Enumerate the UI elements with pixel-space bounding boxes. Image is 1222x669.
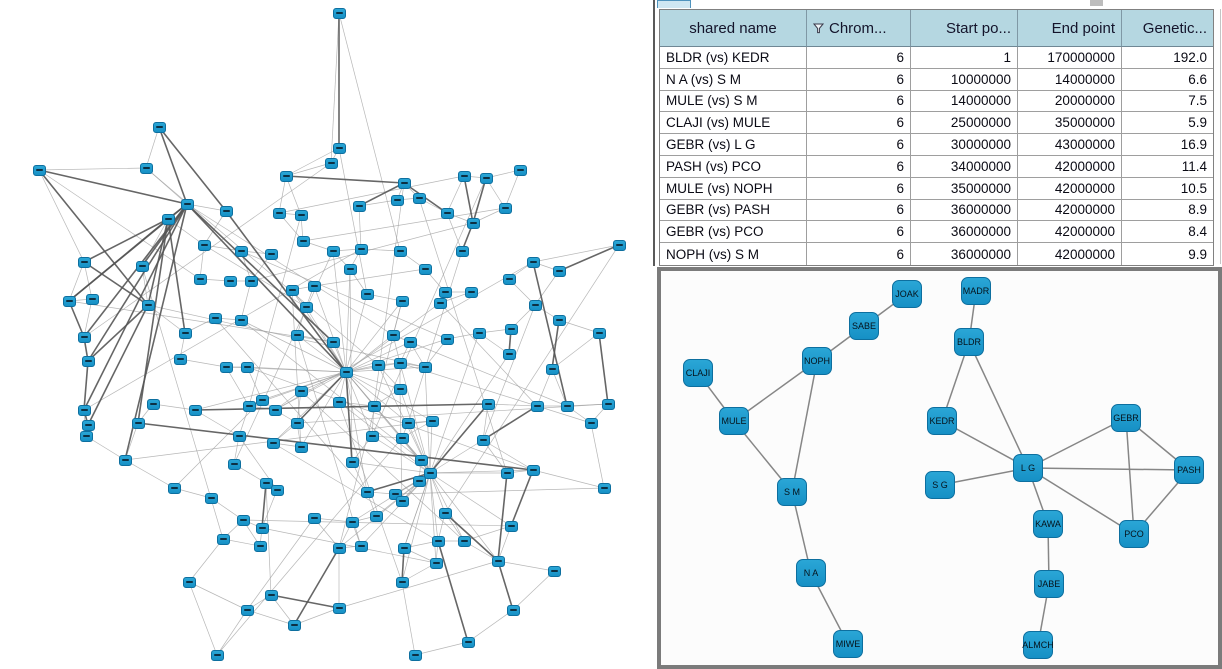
node-label: N A	[803, 568, 819, 578]
subnetwork-node-n-a[interactable]	[796, 559, 826, 587]
network-node[interactable]	[80, 431, 93, 442]
network-node[interactable]	[224, 276, 237, 287]
network-node[interactable]	[372, 360, 385, 371]
network-node[interactable]	[396, 296, 409, 307]
network-node[interactable]	[220, 206, 233, 217]
node-label: ALMCH	[1022, 640, 1054, 650]
table-cell: 14000000	[1018, 69, 1122, 91]
network-node[interactable]	[415, 455, 428, 466]
node-label: SABE	[851, 321, 876, 331]
network-node[interactable]	[458, 171, 471, 182]
network-node[interactable]	[398, 543, 411, 554]
subnetwork-edges	[657, 267, 1222, 669]
network-node[interactable]	[241, 605, 254, 616]
network-node[interactable]	[243, 401, 256, 412]
table-cell: N A (vs) S M	[660, 69, 807, 91]
table-row[interactable]	[660, 47, 1213, 69]
network-node[interactable]	[256, 395, 269, 406]
network-node[interactable]	[181, 199, 194, 210]
table-row[interactable]	[660, 134, 1213, 156]
network-node[interactable]	[477, 435, 490, 446]
network-node[interactable]	[194, 274, 207, 285]
network-node[interactable]	[529, 300, 542, 311]
table-cell: 42000000	[1018, 221, 1122, 243]
table-row[interactable]	[660, 69, 1213, 91]
subnetwork-node-miwe[interactable]	[833, 630, 863, 658]
network-node[interactable]	[430, 558, 443, 569]
network-node[interactable]	[256, 523, 269, 534]
network-node[interactable]	[413, 476, 426, 487]
table-cell: 6	[807, 243, 911, 265]
network-node[interactable]	[267, 438, 280, 449]
table-cell: 6	[807, 221, 911, 243]
network-node[interactable]	[366, 431, 379, 442]
network-node[interactable]	[613, 240, 626, 251]
node-label: L G	[1020, 463, 1036, 473]
network-node[interactable]	[346, 517, 359, 528]
subnetwork-node-madr[interactable]	[961, 277, 991, 305]
network-node[interactable]	[235, 246, 248, 257]
network-node[interactable]	[333, 543, 346, 554]
network-node[interactable]	[394, 358, 407, 369]
table-cell: 8.4	[1122, 221, 1213, 243]
network-node[interactable]	[598, 483, 611, 494]
network-node[interactable]	[546, 364, 559, 375]
table-cell: 35000000	[911, 178, 1018, 200]
network-node[interactable]	[344, 264, 357, 275]
column-header-0[interactable]	[660, 10, 807, 47]
network-node[interactable]	[140, 163, 153, 174]
network-node[interactable]	[413, 193, 426, 204]
table-cell: 36000000	[911, 200, 1018, 222]
table-cell: 6	[807, 47, 911, 69]
network-node[interactable]	[391, 195, 404, 206]
table-cell: 20000000	[1018, 91, 1122, 113]
table-row[interactable]	[660, 221, 1213, 243]
node-label: JABE	[1037, 579, 1061, 589]
network-node[interactable]	[78, 257, 91, 268]
network-node[interactable]	[368, 401, 381, 412]
network-node[interactable]	[396, 433, 409, 444]
table-cell: 25000000	[911, 112, 1018, 134]
network-node[interactable]	[499, 203, 512, 214]
table-cell: GEBR (vs) PCO	[660, 221, 807, 243]
subnetwork-node-s-m[interactable]	[777, 478, 807, 506]
network-node[interactable]	[387, 330, 400, 341]
network-node[interactable]	[220, 362, 233, 373]
network-node[interactable]	[355, 541, 368, 552]
network-node[interactable]	[189, 405, 202, 416]
edge-attribute-table	[659, 9, 1214, 266]
network-node[interactable]	[63, 296, 76, 307]
table-cell: 42000000	[1018, 156, 1122, 178]
network-node[interactable]	[419, 362, 432, 373]
table-cell: 35000000	[1018, 112, 1122, 134]
node-label: PASH	[1177, 465, 1201, 475]
network-node[interactable]	[327, 246, 340, 257]
network-node[interactable]	[241, 362, 254, 373]
network-node[interactable]	[353, 201, 366, 212]
network-node[interactable]	[325, 158, 338, 169]
network-node[interactable]	[503, 349, 516, 360]
toolbar-fragment	[1090, 0, 1103, 6]
network-node[interactable]	[361, 289, 374, 300]
table-cell: 14000000	[911, 91, 1018, 113]
network-node[interactable]	[492, 556, 505, 567]
column-header-label: End point	[1051, 19, 1115, 37]
node-label: PCO	[1124, 529, 1144, 539]
network-node[interactable]	[295, 210, 308, 221]
network-node[interactable]	[355, 244, 368, 255]
table-cell: 42000000	[1018, 243, 1122, 265]
network-node[interactable]	[153, 122, 166, 133]
network-node[interactable]	[333, 603, 346, 614]
subnetwork-node-pash[interactable]	[1174, 456, 1204, 484]
node-label: MULE	[721, 416, 747, 426]
network-node[interactable]	[142, 300, 155, 311]
network-node[interactable]	[462, 637, 475, 648]
table-cell: 1	[911, 47, 1018, 69]
network-node[interactable]	[217, 534, 230, 545]
network-node[interactable]	[179, 328, 192, 339]
table-row[interactable]	[660, 243, 1213, 265]
table-cell: 6	[807, 112, 911, 134]
column-header-4[interactable]	[1122, 10, 1213, 47]
network-node[interactable]	[394, 246, 407, 257]
filter-funnel-icon[interactable]	[813, 23, 824, 34]
network-node[interactable]	[396, 577, 409, 588]
subnetwork-node-jabe[interactable]	[1034, 570, 1064, 598]
network-node[interactable]	[280, 171, 293, 182]
network-node[interactable]	[271, 485, 284, 496]
table-cell: 36000000	[911, 243, 1018, 265]
network-node[interactable]	[183, 577, 196, 588]
table-cell: GEBR (vs) L G	[660, 134, 807, 156]
network-node[interactable]	[295, 386, 308, 397]
node-label: NOPH	[803, 356, 830, 366]
network-node[interactable]	[265, 249, 278, 260]
network-node[interactable]	[168, 483, 181, 494]
node-label: KEDR	[929, 416, 955, 426]
table-cell: 34000000	[911, 156, 1018, 178]
table-cell: 9.9	[1188, 246, 1207, 262]
subnetwork-node-s-g[interactable]	[925, 471, 955, 499]
network-node[interactable]	[467, 218, 480, 229]
network-node[interactable]	[548, 566, 561, 577]
subnetwork-node-pco[interactable]	[1119, 520, 1149, 548]
node-label: MIWE	[835, 639, 861, 649]
table-cell: 16.9	[1122, 134, 1213, 156]
table-cell: 6	[807, 91, 911, 113]
table-cell: CLAJI (vs) MULE	[660, 112, 807, 134]
network-node[interactable]	[291, 330, 304, 341]
table-cell: 6	[807, 69, 911, 91]
network-node[interactable]	[333, 397, 346, 408]
subnetwork-node-joak[interactable]	[892, 280, 922, 308]
network-node[interactable]	[531, 401, 544, 412]
table-row[interactable]	[660, 91, 1213, 113]
network-node[interactable]	[394, 384, 407, 395]
network-node[interactable]	[439, 287, 452, 298]
network-node[interactable]	[527, 465, 540, 476]
network-node[interactable]	[458, 536, 471, 547]
network-node[interactable]	[132, 418, 145, 429]
column-header-label: Start po...	[945, 19, 1011, 37]
network-node[interactable]	[245, 276, 258, 287]
table-cell: GEBR (vs) PASH	[660, 200, 807, 222]
network-node[interactable]	[269, 405, 282, 416]
column-header-label: Genetic...	[1142, 19, 1207, 37]
table-cell: 7.5	[1122, 91, 1213, 113]
network-node[interactable]	[503, 274, 516, 285]
network-node[interactable]	[291, 418, 304, 429]
table-cell: BLDR (vs) KEDR	[660, 47, 807, 69]
node-label: GEBR	[1113, 413, 1139, 423]
node-label: S G	[932, 480, 948, 490]
table-row[interactable]	[660, 156, 1213, 178]
table-row[interactable]	[660, 200, 1213, 222]
network-node[interactable]	[162, 214, 175, 225]
network-node[interactable]	[78, 332, 91, 343]
table-row[interactable]	[660, 112, 1213, 134]
subnetwork-node-mule[interactable]	[719, 407, 749, 435]
column-header-label: Chrom...	[829, 19, 887, 37]
network-node[interactable]	[174, 354, 187, 365]
network-node[interactable]	[505, 521, 518, 532]
subnetwork-node-kawa[interactable]	[1033, 510, 1063, 538]
subnetwork-node-bldr[interactable]	[954, 328, 984, 356]
network-node[interactable]	[593, 328, 606, 339]
subnetwork-node-claji[interactable]	[683, 359, 713, 387]
network-node[interactable]	[602, 399, 615, 410]
network-node[interactable]	[402, 418, 415, 429]
column-header-3[interactable]	[1018, 10, 1122, 47]
network-node[interactable]	[86, 294, 99, 305]
network-node[interactable]	[553, 315, 566, 326]
network-node[interactable]	[473, 328, 486, 339]
table-row[interactable]	[660, 178, 1213, 200]
network-node[interactable]	[398, 178, 411, 189]
network-node[interactable]	[288, 620, 301, 631]
network-node[interactable]	[273, 208, 286, 219]
column-header-label: shared name	[689, 19, 777, 37]
network-node[interactable]	[340, 367, 353, 378]
network-node[interactable]	[235, 315, 248, 326]
subnetwork-node-l-g[interactable]	[1013, 454, 1043, 482]
network-node[interactable]	[209, 313, 222, 324]
network-node[interactable]	[553, 266, 566, 277]
network-node[interactable]	[119, 455, 132, 466]
network-node[interactable]	[456, 246, 469, 257]
table-cell: 10000000	[911, 69, 1018, 91]
network-node[interactable]	[501, 468, 514, 479]
table-cell: 8.9	[1122, 200, 1213, 222]
table-cell: 5.9	[1122, 112, 1213, 134]
network-node[interactable]	[297, 236, 310, 247]
network-node[interactable]	[237, 515, 250, 526]
network-node[interactable]	[333, 143, 346, 154]
network-node[interactable]	[585, 418, 598, 429]
table-cell: MULE (vs) NOPH	[660, 178, 807, 200]
network-node[interactable]	[434, 298, 447, 309]
network-node[interactable]	[333, 8, 346, 19]
table-cell: 192.0	[1122, 47, 1213, 69]
network-node[interactable]	[514, 165, 527, 176]
network-node[interactable]	[211, 650, 224, 661]
table-cell: 42000000	[1018, 200, 1122, 222]
network-node[interactable]	[505, 324, 518, 335]
table-cell: 42000000	[1018, 178, 1122, 200]
network-node[interactable]	[254, 541, 267, 552]
network-node[interactable]	[507, 605, 520, 616]
network-node[interactable]	[439, 508, 452, 519]
table-cell: 11.4	[1122, 156, 1213, 178]
network-node[interactable]	[396, 496, 409, 507]
network-node[interactable]	[361, 487, 374, 498]
network-node[interactable]	[404, 337, 417, 348]
network-node[interactable]	[300, 302, 313, 313]
table-cell: PASH (vs) PCO	[660, 156, 807, 178]
table-cell: 10.5	[1122, 178, 1213, 200]
network-node[interactable]	[265, 590, 278, 601]
table-cell: 6.6	[1122, 69, 1213, 91]
network-node[interactable]	[136, 261, 149, 272]
network-node[interactable]	[465, 287, 478, 298]
subnetwork-node-almch[interactable]	[1023, 631, 1053, 659]
network-node[interactable]	[147, 399, 160, 410]
subnetwork-node-gebr[interactable]	[1111, 404, 1141, 432]
network-node[interactable]	[527, 257, 540, 268]
network-node[interactable]	[78, 405, 91, 416]
table-cell: NOPH (vs) S M	[660, 243, 807, 265]
network-node[interactable]	[228, 459, 241, 470]
network-node[interactable]	[409, 650, 422, 661]
network-node[interactable]	[33, 165, 46, 176]
network-node[interactable]	[426, 416, 439, 427]
network-node[interactable]	[432, 536, 445, 547]
table-cell: 6	[807, 156, 911, 178]
node-label: S M	[783, 487, 800, 497]
table-cell: 6	[807, 134, 911, 156]
node-label: JOAK	[895, 289, 919, 299]
network-node[interactable]	[346, 457, 359, 468]
subnetwork-node-noph[interactable]	[802, 347, 832, 375]
network-node[interactable]	[441, 208, 454, 219]
subnetwork-canvas[interactable]	[657, 267, 1222, 669]
network-node[interactable]	[480, 173, 493, 184]
table-cell: 6	[807, 200, 911, 222]
subnetwork-node-sabe[interactable]	[849, 312, 879, 340]
network-node[interactable]	[308, 513, 321, 524]
column-header-2[interactable]	[911, 10, 1018, 47]
network-node[interactable]	[295, 442, 308, 453]
table-cell: 170000000	[1018, 47, 1122, 69]
network-node[interactable]	[82, 420, 95, 431]
table-header-row	[660, 10, 1213, 47]
network-node[interactable]	[561, 401, 574, 412]
table-tab-fragment	[657, 0, 691, 8]
node-label: MADR	[962, 286, 990, 296]
network-node[interactable]	[370, 511, 383, 522]
network-node[interactable]	[82, 356, 95, 367]
network-node[interactable]	[205, 493, 218, 504]
node-label: CLAJI	[685, 368, 711, 378]
node-label: BLDR	[956, 337, 981, 347]
network-node[interactable]	[198, 240, 211, 251]
table-cell: 36000000	[911, 221, 1018, 243]
network-node[interactable]	[233, 431, 246, 442]
table-cell: 43000000	[1018, 134, 1122, 156]
network-node[interactable]	[308, 281, 321, 292]
column-header-1[interactable]	[807, 10, 911, 47]
network-node[interactable]	[441, 334, 454, 345]
panel-divider	[653, 0, 655, 266]
table-cell: MULE (vs) S M	[660, 91, 807, 113]
table-body	[660, 47, 1213, 265]
network-node[interactable]	[327, 337, 340, 348]
network-node[interactable]	[286, 285, 299, 296]
subnetwork-node-kedr[interactable]	[927, 407, 957, 435]
table-cell: 30000000	[911, 134, 1018, 156]
node-label: KAWA	[1035, 519, 1061, 529]
table-cell: 6	[807, 178, 911, 200]
network-node[interactable]	[419, 264, 432, 275]
network-node[interactable]	[482, 399, 495, 410]
